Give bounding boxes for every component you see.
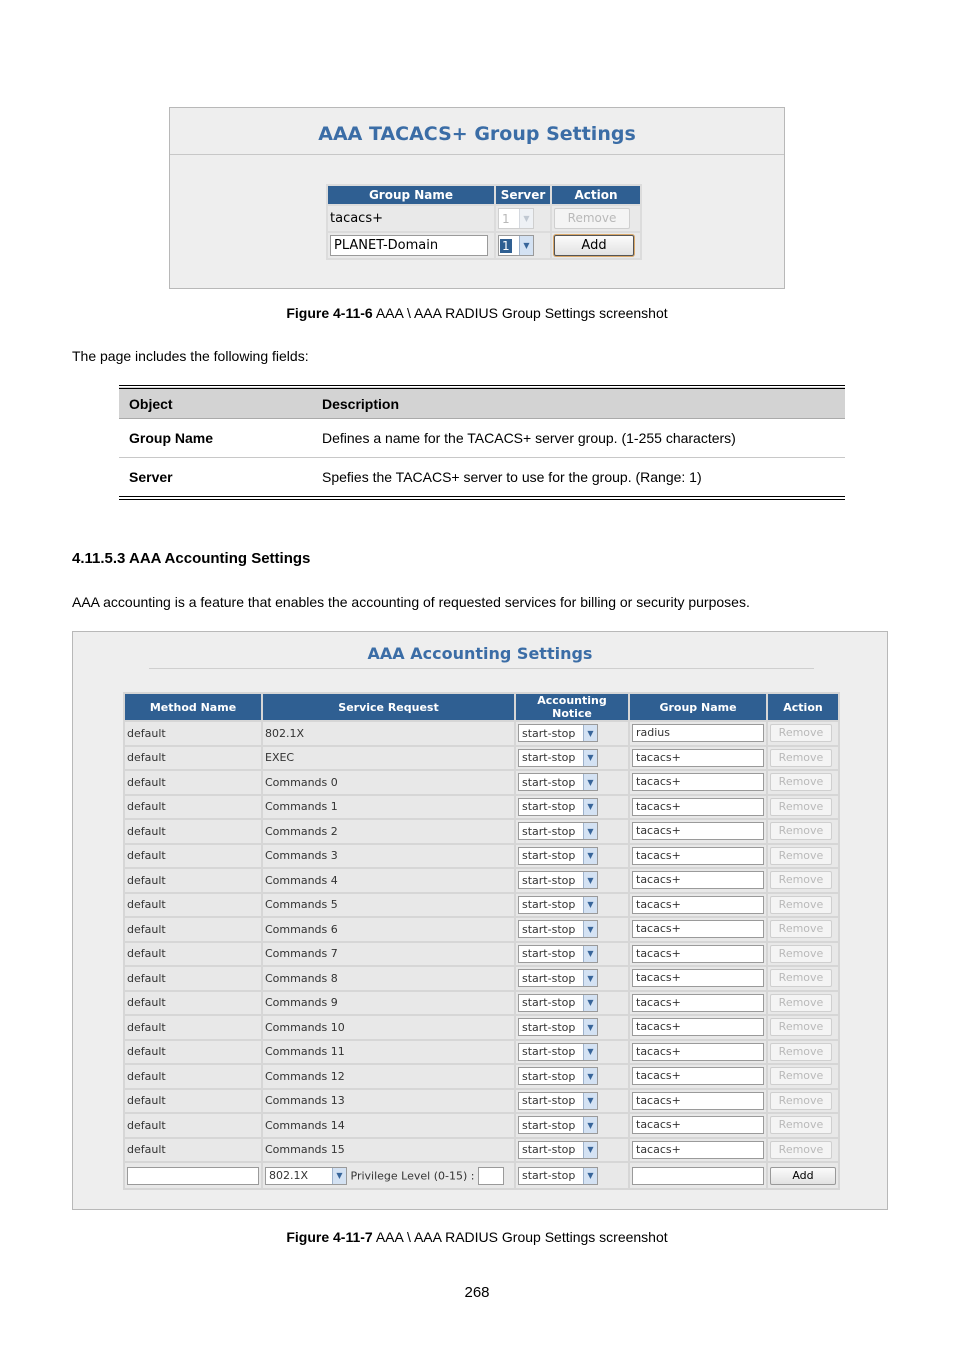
method-name-cell: default [125,1041,261,1064]
group-name-input[interactable]: tacacs+ [632,1043,764,1061]
group-name-input[interactable]: tacacs+ [632,749,764,767]
accounting-notice-select[interactable]: start-stop ▼ [518,1116,598,1134]
service-request-cell: Commands 1 [263,796,514,819]
group-name-input[interactable]: tacacs+ [632,1018,764,1036]
column-header-server: Server [496,186,550,204]
method-name-input[interactable] [127,1167,259,1185]
method-name-cell: default [125,771,261,794]
accounting-notice-select[interactable]: start-stop ▼ [518,1167,598,1185]
method-name-cell: default [125,747,261,770]
table-row [125,943,838,966]
column-header-method-name: Method Name [125,694,261,720]
group-name-input[interactable]: tacacs+ [632,945,764,963]
service-request-cell: Commands 12 [263,1065,514,1088]
table-row [119,419,845,458]
table-row [328,233,640,258]
accounting-notice-select[interactable]: start-stop ▼ [518,1018,598,1036]
accounting-notice-select[interactable]: start-stop ▼ [518,822,598,840]
table-row [125,869,838,892]
accounting-notice-select[interactable]: start-stop ▼ [518,724,598,742]
table-row [125,747,838,770]
table-row [125,1139,838,1162]
description-cell: Spefies the TACACS+ server to use for the group. (Range: 1) [312,458,845,499]
method-name-cell: default [125,820,261,843]
table-row [125,796,838,819]
service-request-cell: Commands 10 [263,1016,514,1039]
server-select[interactable]: 1 ▼ [498,235,534,256]
group-name-input[interactable]: tacacs+ [632,773,764,791]
method-name-cell: default [125,967,261,990]
remove-button[interactable]: Remove [770,969,832,987]
table-row [125,1065,838,1088]
service-request-cell: Commands 2 [263,820,514,843]
chevron-down-icon: ▼ [519,236,533,255]
accounting-notice-select[interactable]: start-stop ▼ [518,1067,598,1085]
group-name-input[interactable]: tacacs+ [632,871,764,889]
method-name-cell: default [125,943,261,966]
remove-button[interactable]: Remove [770,1067,832,1085]
remove-button[interactable]: Remove [770,773,832,791]
method-name-cell: default [125,1090,261,1113]
service-request-select[interactable]: 802.1X ▼ [265,1167,347,1185]
remove-button[interactable]: Remove [770,871,832,889]
service-request-cell: Commands 14 [263,1114,514,1137]
service-request-cell: Commands 8 [263,967,514,990]
method-name-cell: default [125,796,261,819]
remove-button[interactable]: Remove [770,994,832,1012]
group-name-input[interactable]: PLANET-Domain [330,235,488,256]
tacacs-group-table [326,184,642,260]
service-request-cell: EXEC [263,747,514,770]
chevron-down-icon: ▼ [583,1117,597,1133]
remove-button[interactable]: Remove [770,724,832,742]
table-row [125,1016,838,1039]
group-name-input[interactable]: radius [632,724,764,742]
method-name-cell: default [125,1139,261,1162]
chevron-down-icon: ▼ [583,725,597,741]
group-name-input[interactable]: tacacs+ [632,896,764,914]
privilege-level-label: Privilege Level (0-15) : [350,1169,475,1182]
remove-button[interactable]: Remove [770,1018,832,1036]
remove-button[interactable]: Remove [770,822,832,840]
chevron-down-icon: ▼ [583,921,597,937]
accounting-notice-select[interactable]: start-stop ▼ [518,798,598,816]
group-name-input[interactable]: tacacs+ [632,969,764,987]
accounting-notice-select[interactable]: start-stop ▼ [518,945,598,963]
column-header-service-request: Service Request [263,694,514,720]
accounting-notice-select[interactable]: start-stop ▼ [518,896,598,914]
accounting-notice-select[interactable]: start-stop ▼ [518,773,598,791]
method-name-cell: default [125,722,261,745]
chevron-down-icon: ▼ [583,1068,597,1084]
chevron-down-icon: ▼ [583,1093,597,1109]
table-row [125,1090,838,1113]
table-row [125,722,838,745]
column-header-action: Action [768,694,838,720]
column-header-group-name: Group Name [328,186,494,204]
chevron-down-icon: ▼ [519,209,533,228]
group-name-input[interactable]: tacacs+ [632,847,764,865]
figure-caption: Figure 4-11-6 AAA \ AAA RADIUS Group Settings screenshot [286,305,668,321]
intro-text: The page includes the following fields: [72,348,309,364]
group-name-input[interactable]: tacacs+ [632,1116,764,1134]
chevron-down-icon: ▼ [583,946,597,962]
method-name-cell: default [125,1114,261,1137]
service-request-cell: Commands 3 [263,845,514,868]
section-heading: 4.11.5.3 AAA Accounting Settings [72,550,311,567]
accounting-rows [125,722,838,1188]
column-header-group-name: Group Name [630,694,766,720]
service-request-cell: Commands 13 [263,1090,514,1113]
group-name-input[interactable]: tacacs+ [632,920,764,938]
group-name-input[interactable] [632,1167,764,1185]
description-cell: Defines a name for the TACACS+ server group. (1-255 characters) [312,419,845,458]
tacacs-group-settings-title: AAA TACACS+ Group Settings [318,123,636,145]
figure-caption: Figure 4-11-7 AAA \ AAA RADIUS Group Settings screenshot [286,1229,668,1245]
tacacs-group-settings-screenshot [169,107,785,289]
chevron-down-icon: ▼ [583,1044,597,1060]
chevron-down-icon: ▼ [583,1168,597,1184]
accounting-notice-select[interactable]: start-stop ▼ [518,920,598,938]
group-name-input[interactable]: tacacs+ [632,822,764,840]
chevron-down-icon: ▼ [583,872,597,888]
service-request-cell: Commands 6 [263,918,514,941]
service-request-cell: Commands 5 [263,894,514,917]
table-row [125,894,838,917]
accounting-notice-select[interactable]: start-stop ▼ [518,1092,598,1110]
remove-button[interactable]: Remove [770,798,832,816]
accounting-notice-select[interactable]: start-stop ▼ [518,1043,598,1061]
remove-button[interactable]: Remove [770,1141,832,1159]
group-name-input[interactable]: tacacs+ [632,1141,764,1159]
accounting-notice-select[interactable]: start-stop ▼ [518,994,598,1012]
remove-button[interactable]: Remove [770,920,832,938]
chevron-down-icon: ▼ [583,1019,597,1035]
accounting-notice-select[interactable]: start-stop ▼ [518,969,598,987]
object-cell: Group Name [119,419,312,458]
privilege-level-input[interactable] [478,1167,504,1185]
chevron-down-icon: ▼ [583,750,597,766]
table-row [328,206,640,231]
service-request-cell: Commands 0 [263,771,514,794]
remove-button[interactable]: Remove [770,1116,832,1134]
method-name-cell: default [125,992,261,1015]
remove-button[interactable]: Remove [770,1043,832,1061]
object-cell: Server [119,458,312,499]
method-name-cell: default [125,894,261,917]
chevron-down-icon: ▼ [583,970,597,986]
chevron-down-icon: ▼ [583,848,597,864]
table-row [125,820,838,843]
section-text: AAA accounting is a feature that enables the accounting of requested services for billing or security purposes. [72,594,750,610]
chevron-down-icon: ▼ [583,897,597,913]
remove-button[interactable]: Remove [770,1092,832,1110]
group-name-input[interactable]: tacacs+ [632,798,764,816]
table-row [125,992,838,1015]
accounting-notice-select[interactable]: start-stop ▼ [518,1141,598,1159]
column-header-accounting-notice: Accounting Notice [516,694,628,720]
add-button[interactable]: Add [770,1167,836,1185]
field-description-table [119,385,845,500]
method-name-cell: default [125,869,261,892]
group-name-input[interactable]: tacacs+ [632,994,764,1012]
accounting-settings-screenshot [72,631,888,1210]
accounting-notice-select[interactable]: start-stop ▼ [518,847,598,865]
table-row [125,1041,838,1064]
method-name-cell: default [125,1065,261,1088]
service-request-cell: Commands 7 [263,943,514,966]
group-name-input[interactable]: tacacs+ [632,1067,764,1085]
column-header-object: Object [119,387,312,419]
server-select[interactable]: 1 ▼ [498,208,534,229]
chevron-down-icon: ▼ [583,774,597,790]
method-name-cell: default [125,845,261,868]
accounting-notice-select[interactable]: start-stop ▼ [518,749,598,767]
group-name-input[interactable]: tacacs+ [632,1092,764,1110]
service-request-cell: Commands 15 [263,1139,514,1162]
service-request-cell: Commands 9 [263,992,514,1015]
table-row [125,771,838,794]
title-divider [149,668,814,669]
group-name-cell: tacacs+ [328,206,494,231]
method-name-cell: default [125,918,261,941]
chevron-down-icon: ▼ [583,995,597,1011]
table-row [125,967,838,990]
remove-button[interactable]: Remove [770,749,832,767]
table-row [125,918,838,941]
chevron-down-icon: ▼ [583,799,597,815]
column-header-action: Action [552,186,640,204]
accounting-notice-select[interactable]: start-stop ▼ [518,871,598,889]
chevron-down-icon: ▼ [583,1142,597,1158]
title-divider [170,154,784,155]
chevron-down-icon: ▼ [583,823,597,839]
remove-button[interactable]: Remove [770,847,832,865]
remove-button[interactable]: Remove [554,208,630,229]
service-request-cell: Commands 11 [263,1041,514,1064]
page-number: 268 [464,1284,490,1301]
service-request-cell: 802.1X [263,722,514,745]
table-row [119,458,845,499]
column-header-description: Description [312,387,845,419]
service-request-cell: Commands 4 [263,869,514,892]
table-row [125,1114,838,1137]
accounting-settings-title: AAA Accounting Settings [367,644,593,663]
remove-button[interactable]: Remove [770,945,832,963]
method-name-cell: default [125,1016,261,1039]
chevron-down-icon: ▼ [332,1168,346,1184]
add-button[interactable]: Add [554,235,634,256]
table-row [125,845,838,868]
add-row [125,1163,838,1188]
remove-button[interactable]: Remove [770,896,832,914]
accounting-table [123,692,840,1190]
